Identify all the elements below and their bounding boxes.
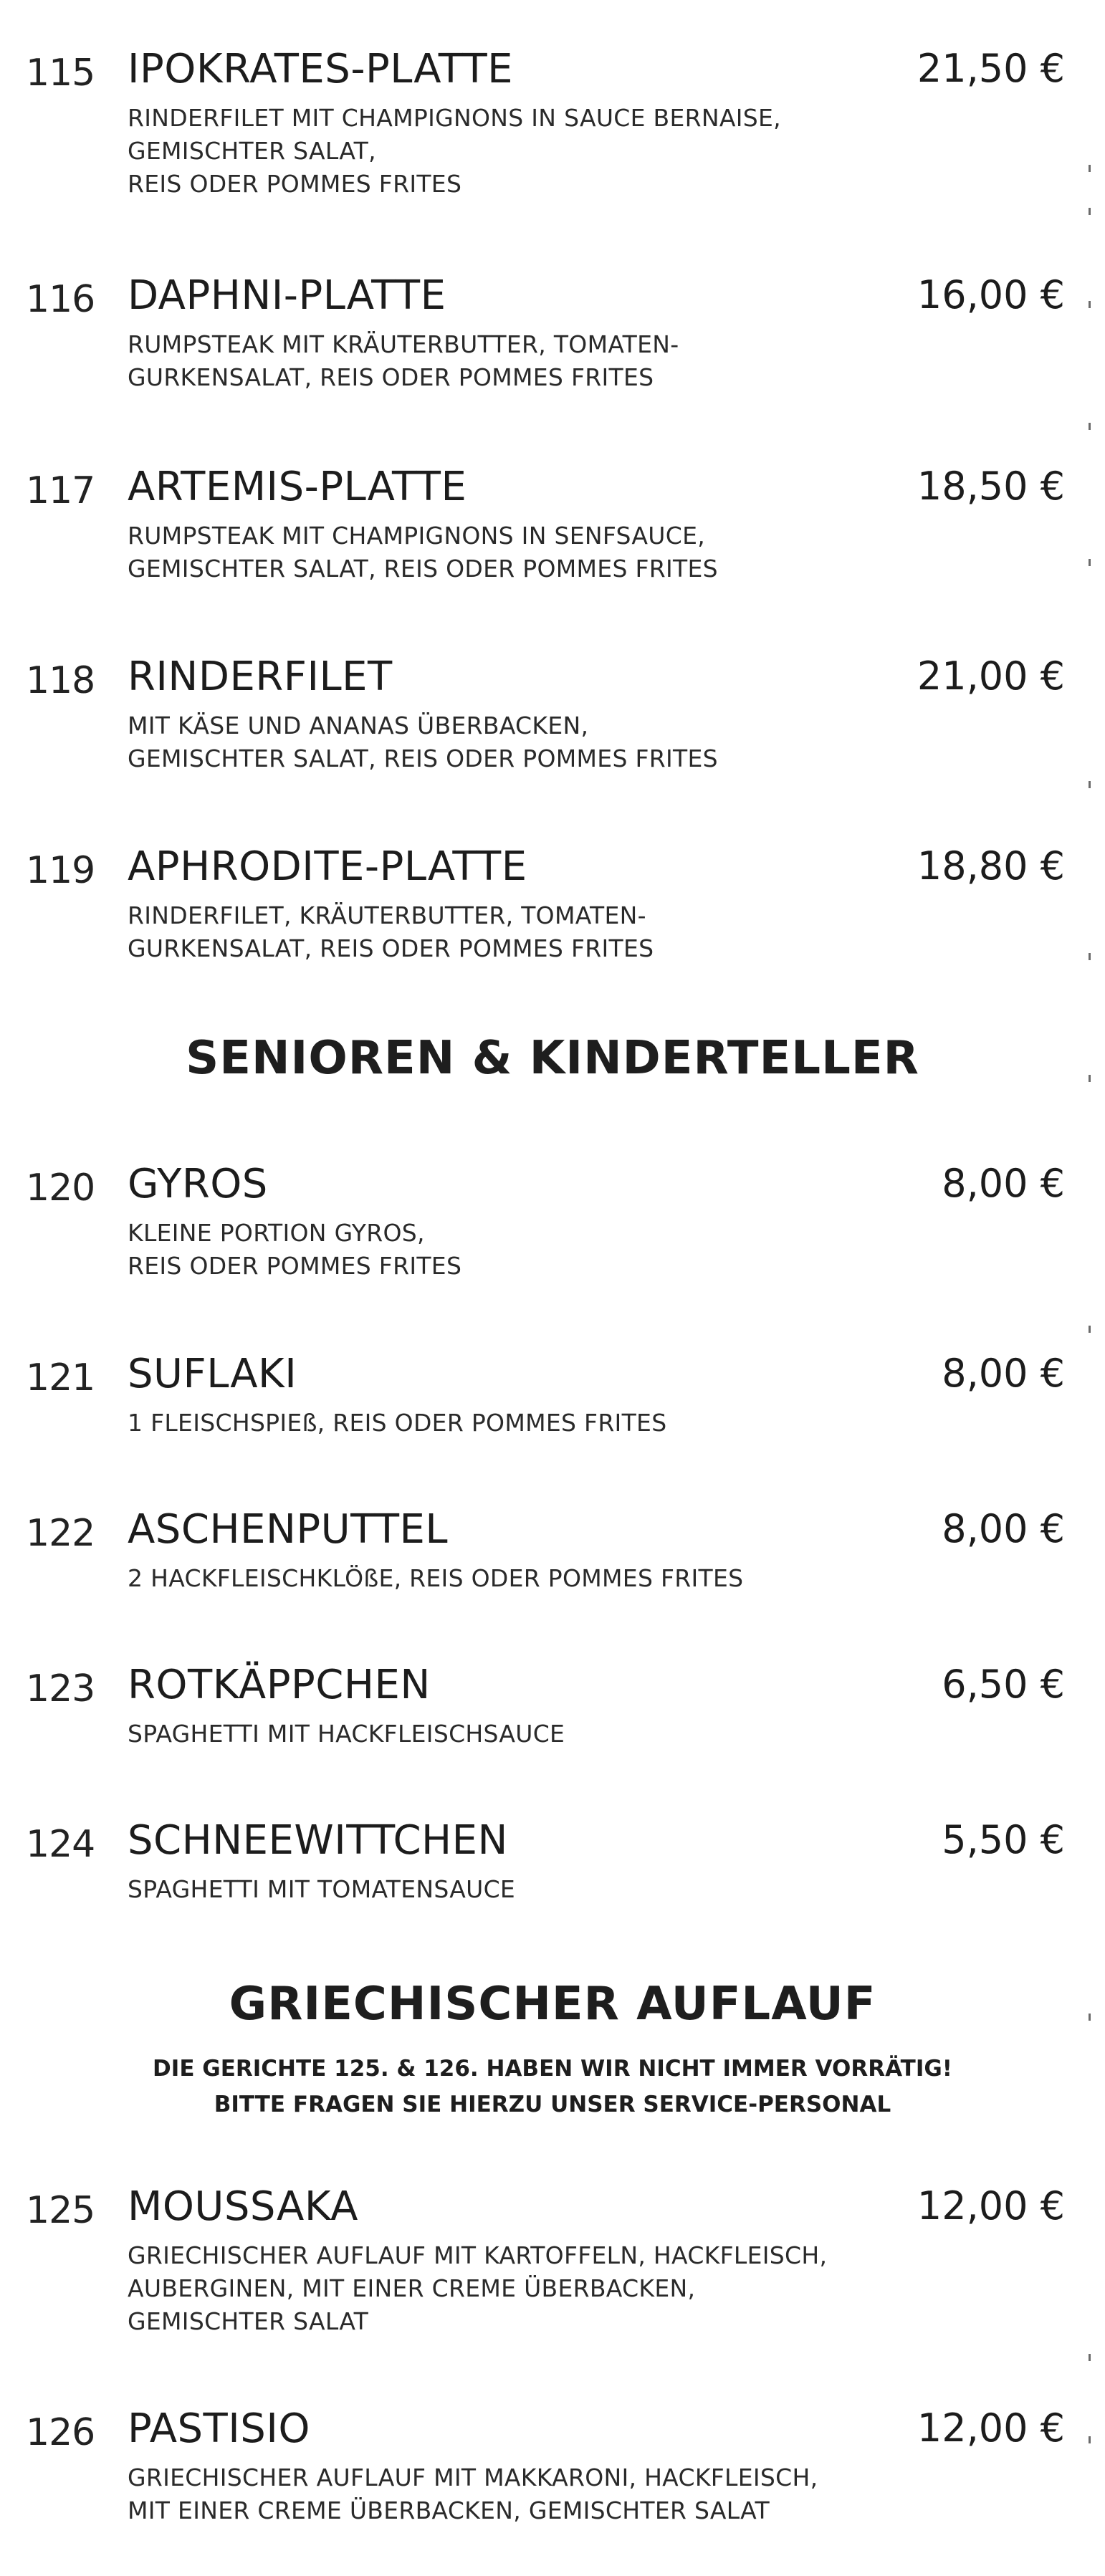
item-description: [128, 709, 952, 775]
item-price: 8,00 €: [942, 1506, 1065, 1551]
item-price: 12,00 €: [917, 2183, 1065, 2228]
item-number: 119: [26, 849, 95, 892]
item-description: [128, 1562, 952, 1595]
description-line: RUMPSTEAK MIT CHAMPIGNONS IN SENFSAUCE,: [128, 522, 706, 550]
scan-mark: [1089, 1075, 1091, 1082]
item-price: 21,50 €: [917, 46, 1065, 91]
description-line: SPAGHETTI MIT HACKFLEISCHSAUCE: [128, 1720, 565, 1748]
item-name: ROTKÄPPCHEN: [128, 1662, 431, 1708]
note-line: DIE GERICHTE 125. & 126. HABEN WIR NICHT IMMER VORRÄTIG!: [153, 2056, 952, 2082]
description-line: RINDERFILET MIT CHAMPIGNONS IN SAUCE BERNAISE,: [128, 104, 781, 132]
description-line: GEMISCHTER SALAT,: [128, 137, 376, 165]
description-line: REIS ODER POMMES FRITES: [128, 170, 462, 198]
item-name: RINDERFILET: [128, 653, 393, 700]
item-number: 125: [26, 2189, 95, 2232]
scan-mark: [1089, 301, 1091, 308]
description-line: GURKENSALAT, REIS ODER POMMES FRITES: [128, 363, 654, 391]
item-number: 124: [26, 1823, 95, 1866]
description-line: AUBERGINEN, MIT EINER CREME ÜBERBACKEN,: [128, 2274, 696, 2302]
scan-mark: [1089, 1326, 1091, 1333]
description-line: 2 HACKFLEISCHKLÖßE, REIS ODER POMMES FRITES: [128, 1564, 744, 1592]
item-price: 12,00 €: [917, 2405, 1065, 2451]
section-note: [0, 2051, 1105, 2122]
item-name: MOUSSAKA: [128, 2183, 358, 2230]
description-line: SPAGHETTI MIT TOMATENSAUCE: [128, 1875, 516, 1903]
description-line: GEMISCHTER SALAT, REIS ODER POMMES FRITES: [128, 744, 718, 772]
description-line: GRIECHISCHER AUFLAUF MIT KARTOFFELN, HACKFLEISCH,: [128, 2241, 828, 2269]
scan-mark: [1089, 2354, 1091, 2361]
item-description: [128, 2239, 952, 2338]
description-line: GEMISCHTER SALAT: [128, 2307, 369, 2335]
item-number: 123: [26, 1667, 95, 1710]
scan-mark: [1089, 781, 1091, 788]
item-price: 18,50 €: [917, 464, 1065, 509]
item-description: [128, 328, 952, 394]
item-number: 117: [26, 469, 95, 512]
item-description: [128, 102, 952, 201]
description-line: 1 FLEISCHSPIEß, REIS ODER POMMES FRITES: [128, 1409, 667, 1437]
item-number: 115: [26, 52, 95, 95]
item-name: IPOKRATES-PLATTE: [128, 46, 514, 92]
item-price: 8,00 €: [942, 1161, 1065, 1206]
description-line: MIT EINER CREME ÜBERBACKEN, GEMISCHTER SALAT: [128, 2496, 770, 2524]
item-number: 120: [26, 1167, 95, 1210]
item-price: 18,80 €: [917, 843, 1065, 889]
section-title-griechischer-auflauf: GRIECHISCHER AUFLAUF: [229, 1978, 876, 2031]
item-name: GYROS: [128, 1161, 268, 1207]
item-number: 121: [26, 1356, 95, 1399]
scan-mark: [1089, 423, 1091, 430]
item-price: 6,50 €: [942, 1662, 1065, 1707]
note-line: BITTE FRAGEN SIE HIERZU UNSER SERVICE-PERSONAL: [214, 2092, 891, 2117]
item-description: [128, 1217, 952, 1283]
item-price: 16,00 €: [917, 272, 1065, 317]
item-name: ASCHENPUTTEL: [128, 1506, 449, 1553]
scan-mark: [1089, 559, 1091, 566]
item-description: [128, 1718, 952, 1751]
item-name: PASTISIO: [128, 2405, 310, 2452]
item-name: APHRODITE-PLATTE: [128, 843, 527, 890]
scan-mark: [1089, 2436, 1091, 2443]
scan-mark: [1089, 953, 1091, 960]
item-description: [128, 519, 952, 585]
scan-edge-marks: [1076, 0, 1105, 2576]
description-line: KLEINE PORTION GYROS,: [128, 1219, 425, 1247]
description-line: RUMPSTEAK MIT KRÄUTERBUTTER, TOMATEN-: [128, 330, 679, 358]
description-line: MIT KÄSE UND ANANAS ÜBERBACKEN,: [128, 712, 589, 739]
item-number: 116: [26, 278, 95, 321]
scan-mark: [1089, 2014, 1091, 2021]
item-price: 5,50 €: [942, 1817, 1065, 1862]
item-name: SCHNEEWITTCHEN: [128, 1817, 508, 1864]
description-line: REIS ODER POMMES FRITES: [128, 1252, 462, 1280]
item-description: [128, 1407, 952, 1440]
item-number: 122: [26, 1512, 95, 1555]
item-number: 118: [26, 659, 95, 702]
item-description: [128, 1873, 952, 1906]
item-name: ARTEMIS-PLATTE: [128, 464, 467, 510]
scan-mark: [1089, 165, 1091, 172]
section-title-senioren-kinderteller: SENIOREN & KINDERTELLER: [186, 1032, 919, 1085]
description-line: RINDERFILET, KRÄUTERBUTTER, TOMATEN-: [128, 901, 646, 929]
item-name: SUFLAKI: [128, 1351, 297, 1397]
item-name: DAPHNI-PLATTE: [128, 272, 446, 319]
item-description: [128, 2461, 952, 2527]
description-line: GRIECHISCHER AUFLAUF MIT MAKKARONI, HACKFLEISCH,: [128, 2464, 818, 2491]
item-price: 21,00 €: [917, 653, 1065, 699]
item-description: [128, 899, 952, 965]
scan-mark: [1089, 208, 1091, 215]
item-price: 8,00 €: [942, 1351, 1065, 1396]
description-line: GEMISCHTER SALAT, REIS ODER POMMES FRITES: [128, 555, 718, 583]
item-number: 126: [26, 2411, 95, 2454]
description-line: GURKENSALAT, REIS ODER POMMES FRITES: [128, 934, 654, 962]
